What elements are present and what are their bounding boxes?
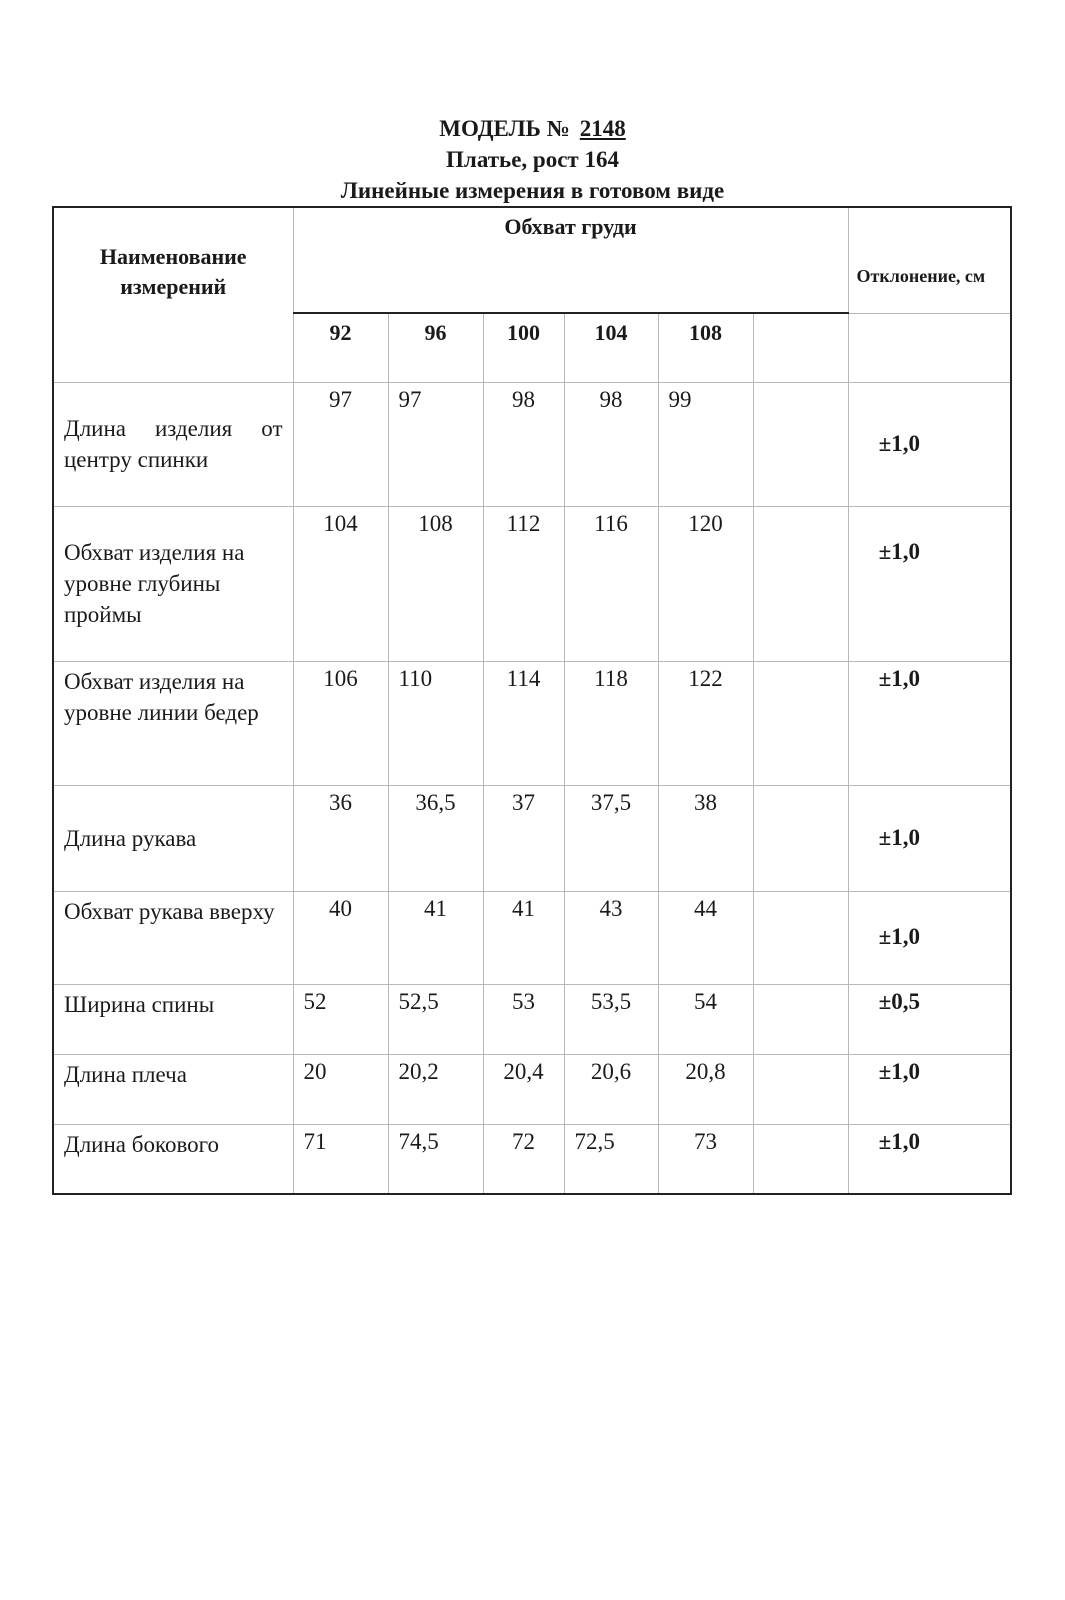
row-value: 44 [658, 891, 753, 984]
row-value: 53 [483, 984, 564, 1054]
model-label: МОДЕЛЬ № [439, 116, 570, 141]
size-header-100: 100 [483, 313, 564, 382]
row-value [753, 382, 848, 506]
row-value: 36 [293, 785, 388, 891]
row-name: Длина рукава [53, 785, 293, 891]
row-value: 52,5 [388, 984, 483, 1054]
bust-group-header: Обхват груди [293, 207, 848, 313]
model-title [0, 114, 1065, 144]
product-subtitle: Платье, рост 164 [446, 147, 619, 172]
row-value: 98 [564, 382, 658, 506]
row-value: 118 [564, 661, 658, 785]
row-value: 41 [483, 891, 564, 984]
measurements-table [52, 206, 1012, 1195]
row-value: 98 [483, 382, 564, 506]
table-row [53, 1054, 1011, 1124]
row-value [753, 1124, 848, 1194]
name-column-header: Наименование измерений [53, 207, 293, 382]
row-value [753, 661, 848, 785]
row-value: 108 [388, 506, 483, 661]
row-value [753, 785, 848, 891]
row-deviation: ±1,0 [848, 661, 1011, 785]
row-value: 110 [388, 661, 483, 785]
row-value: 37,5 [564, 785, 658, 891]
row-value: 122 [658, 661, 753, 785]
row-value: 38 [658, 785, 753, 891]
row-value: 20,2 [388, 1054, 483, 1124]
row-value: 74,5 [388, 1124, 483, 1194]
row-value: 106 [293, 661, 388, 785]
row-value: 73 [658, 1124, 753, 1194]
model-number: 2148 [579, 116, 626, 141]
row-value: 54 [658, 984, 753, 1054]
row-value: 104 [293, 506, 388, 661]
row-value: 72 [483, 1124, 564, 1194]
row-value: 99 [658, 382, 753, 506]
table-caption: Линейные измерения в готовом виде [340, 178, 725, 203]
row-value [753, 984, 848, 1054]
row-name: Длина бокового [53, 1124, 293, 1194]
row-name: Обхват рукава вверху [53, 891, 293, 984]
table-row [53, 1124, 1011, 1194]
row-name: Длина изделия от центру спинки [53, 382, 293, 506]
row-value: 116 [564, 506, 658, 661]
row-value: 53,5 [564, 984, 658, 1054]
row-value: 20,8 [658, 1054, 753, 1124]
deviation-column-header: Отклонение, см [848, 207, 1011, 313]
size-header-104: 104 [564, 313, 658, 382]
row-deviation: ±1,0 [848, 1124, 1011, 1194]
table-row [53, 984, 1011, 1054]
row-name: Длина плеча [53, 1054, 293, 1124]
row-value: 114 [483, 661, 564, 785]
size-header-96: 96 [388, 313, 483, 382]
table-row [53, 382, 1011, 506]
row-deviation: ±1,0 [848, 506, 1011, 661]
row-value: 72,5 [564, 1124, 658, 1194]
row-value [753, 506, 848, 661]
row-value: 112 [483, 506, 564, 661]
row-value: 43 [564, 891, 658, 984]
row-deviation: ±1,0 [848, 785, 1011, 891]
row-name: Обхват изделия на уровне глубины проймы [53, 506, 293, 661]
row-value [753, 891, 848, 984]
row-deviation: ±1,0 [848, 382, 1011, 506]
row-value: 97 [293, 382, 388, 506]
table-row [53, 661, 1011, 785]
table-row [53, 891, 1011, 984]
row-deviation: ±1,0 [848, 891, 1011, 984]
row-name: Обхват изделия на уровне линии бедер [53, 661, 293, 785]
table-row [53, 506, 1011, 661]
row-value: 37 [483, 785, 564, 891]
row-deviation: ±0,5 [848, 984, 1011, 1054]
table-row [53, 785, 1011, 891]
size-header-108: 108 [658, 313, 753, 382]
row-value: 97 [388, 382, 483, 506]
row-value: 41 [388, 891, 483, 984]
row-value: 20,6 [564, 1054, 658, 1124]
row-value: 20,4 [483, 1054, 564, 1124]
row-deviation: ±1,0 [848, 1054, 1011, 1124]
row-value: 71 [293, 1124, 388, 1194]
row-value: 120 [658, 506, 753, 661]
row-value: 52 [293, 984, 388, 1054]
size-header-empty [753, 313, 848, 382]
row-value: 36,5 [388, 785, 483, 891]
row-value: 20 [293, 1054, 388, 1124]
row-value: 40 [293, 891, 388, 984]
row-value [753, 1054, 848, 1124]
size-header-92: 92 [293, 313, 388, 382]
deviation-header-spacer [848, 313, 1011, 382]
row-name: Ширина спины [53, 984, 293, 1054]
